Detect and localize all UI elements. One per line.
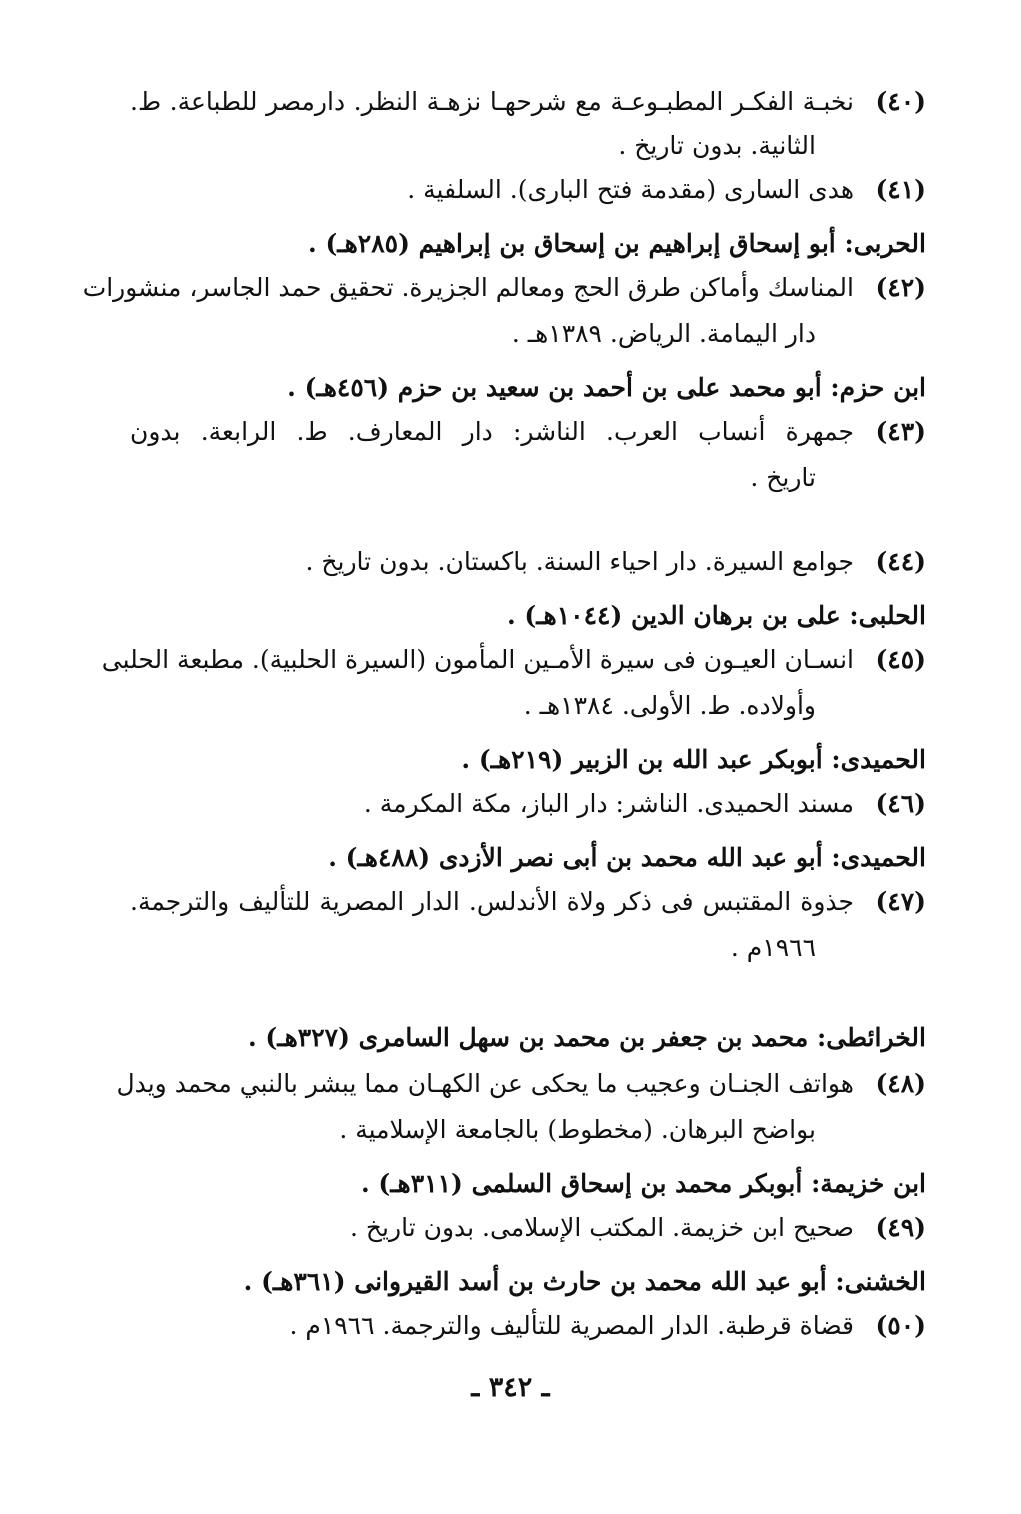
author-heading-humaidi-1 <box>461 740 926 780</box>
entry-44 <box>305 542 926 582</box>
author-label: الحميدى: <box>831 745 926 774</box>
entry-45 <box>101 640 926 680</box>
entry-text: المناسك وأماكن طرق الحج ومعالم الجزيرة. تحقيق حمد الجاسر، منشورات <box>82 273 854 302</box>
entry-text: جذوة المقتبس فى ذكر ولاة الأندلس. الدار المصرية للتأليف والترجمة. <box>130 887 854 916</box>
page-number: ـ ٣٤٢ ـ <box>471 1372 550 1403</box>
entry-text: صحيح ابن خزيمة. المكتب الإسلامى. بدون تاريخ . <box>350 1213 854 1242</box>
author-label: الخشنى: <box>835 1267 926 1296</box>
entry-45-continuation: وأولاده. ط. الأولى. ١٣٨٤هـ . <box>523 691 816 720</box>
entry-text: جوامع السيرة. دار احياء السنة. باكستان. بدون تاريخ . <box>305 547 854 576</box>
entry-number: (٤٦) <box>875 789 926 818</box>
entry-40-continuation: الثانية. بدون تاريخ . <box>618 131 816 160</box>
entry-43 <box>130 412 926 452</box>
entry-43-continuation: تاريخ . <box>750 463 816 492</box>
entry-text: قضاة قرطبة. الدار المصرية للتأليف والترجمة. ١٩٦٦م . <box>289 1311 854 1340</box>
author-label: الحميدى: <box>831 843 926 872</box>
author-name: أبو عبد الله محمد بن أبى نصر الأزدى (٤٨٨هـ) . <box>328 843 823 872</box>
entry-42-continuation: دار اليمامة. الرياض. ١٣٨٩هـ . <box>511 319 816 348</box>
entry-text: نخبـة الفكـر المطبـوعـة مع شرحهـا نزهـة النظر. دارمصر للطباعة. ط. <box>130 87 854 116</box>
entry-number: (٤٣) <box>875 417 926 446</box>
author-heading-ibn-khuzaima <box>361 1164 926 1204</box>
entry-text: جمهرة أنساب العرب. الناشر: دار المعارف. ط. الرابعة. بدون <box>130 417 854 446</box>
entry-text: هدى السارى (مقدمة فتح البارى). السلفية . <box>407 175 854 204</box>
entry-40 <box>130 82 926 122</box>
author-label: ابن حزم: <box>830 373 926 402</box>
author-name: أبو محمد على بن أحمد بن سعيد بن حزم (٤٥٦هـ) . <box>287 373 822 402</box>
author-heading-kharaiti <box>248 1018 926 1058</box>
author-name: أبو عبد الله محمد بن حارث بن أسد القيروانى (٣٦١هـ) . <box>243 1267 827 1296</box>
entry-48-continuation: بواضح البرهان. (مخطوط) بالجامعة الإسلامية . <box>339 1115 816 1144</box>
author-label: الخرائطى: <box>817 1023 926 1052</box>
author-heading-humaidi-2 <box>328 838 926 878</box>
author-name: أبوبكر محمد بن إسحاق السلمى (٣١١هـ) . <box>361 1169 803 1198</box>
entry-48 <box>116 1064 926 1104</box>
entry-text: هواتف الجنـان وعجيب ما يحكى عن الكهـان مما يبشر بالنبي محمد ويدل <box>116 1069 854 1098</box>
entry-number: (٤٩) <box>875 1213 926 1242</box>
entry-text: مسند الحميدى. الناشر: دار الباز، مكة المكرمة . <box>363 789 854 818</box>
author-heading-ibn-hazm <box>287 368 926 408</box>
entry-49 <box>350 1208 926 1248</box>
entry-46 <box>364 784 926 824</box>
entry-number: (٤٤) <box>875 547 926 576</box>
entry-number: (٤٠) <box>875 87 926 116</box>
entry-number: (٤٧) <box>875 887 926 916</box>
entry-number: (٥٠) <box>875 1311 926 1340</box>
author-name: على بن برهان الدين (١٠٤٤هـ) . <box>506 601 841 630</box>
author-label: ابن خزيمة: <box>811 1169 926 1198</box>
entry-text: انسـان العيـون فى سيرة الأمـين المأمون (السيرة الحلبية). مطبعة الحلبى <box>101 645 854 674</box>
entry-41 <box>407 170 926 210</box>
entry-number: (٤٢) <box>875 273 926 302</box>
entry-47 <box>130 882 926 922</box>
entry-number: (٤٥) <box>875 645 926 674</box>
author-label: الحلبى: <box>849 601 926 630</box>
author-label: الحربى: <box>844 229 926 258</box>
author-name: أبوبكر عبد الله بن الزبير (٢١٩هـ) . <box>461 745 823 774</box>
author-heading-halabi <box>507 596 926 636</box>
author-heading-khushani <box>244 1262 926 1302</box>
entry-50 <box>289 1306 926 1346</box>
entry-42 <box>82 268 926 308</box>
entry-47-continuation: ١٩٦٦م . <box>730 933 816 962</box>
author-heading-harbi <box>308 224 926 264</box>
entry-number: (٤٨) <box>875 1069 926 1098</box>
author-name: أبو إسحاق إبراهيم بن إسحاق بن إبراهيم (٢٨٥هـ) . <box>308 229 836 258</box>
entry-number: (٤١) <box>875 175 926 204</box>
author-name: محمد بن جعفر بن محمد بن سهل السامرى (٣٢٧هـ) . <box>248 1023 809 1052</box>
